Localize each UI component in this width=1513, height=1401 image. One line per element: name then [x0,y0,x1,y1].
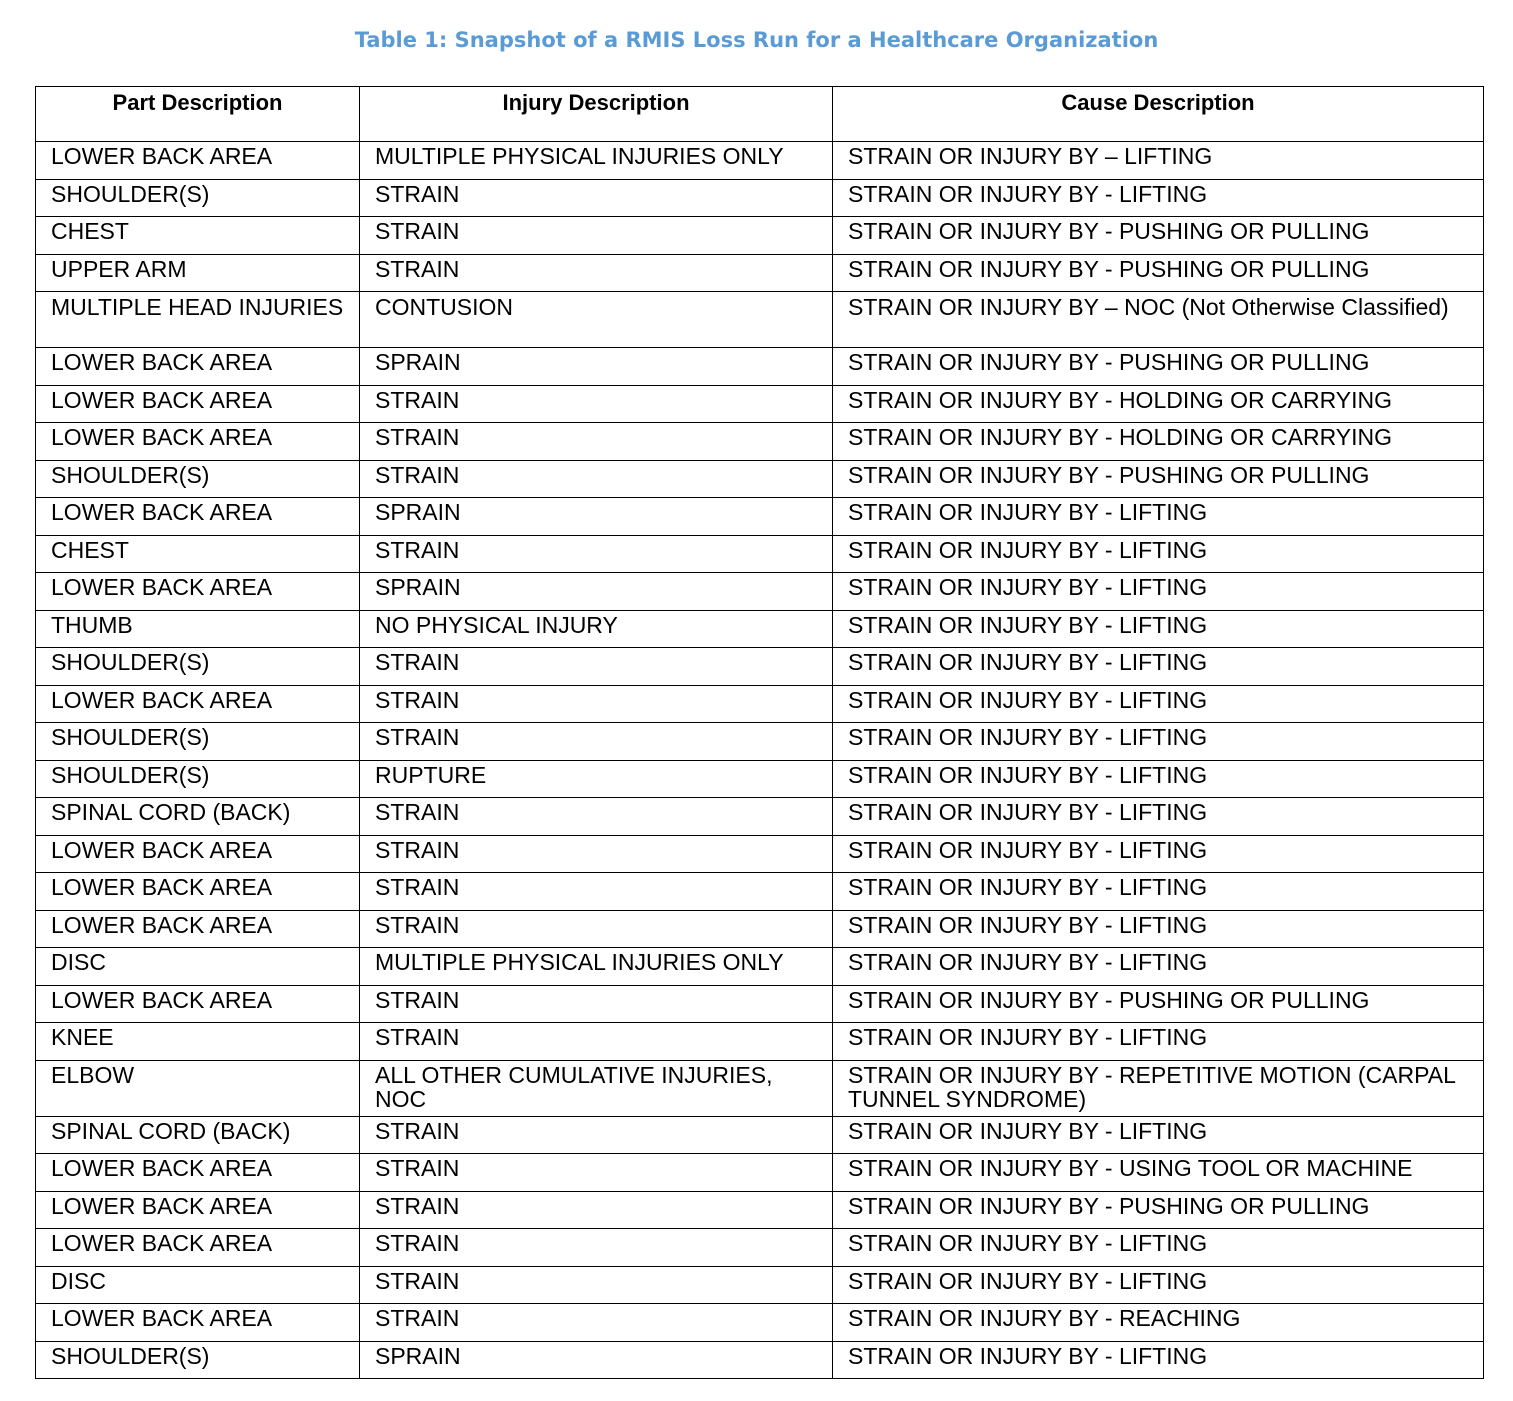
part-description-cell: LOWER BACK AREA [36,1191,360,1229]
table-row [36,1229,1484,1267]
table-row [36,798,1484,836]
injury-description-cell: SPRAIN [360,348,833,386]
injury-description-cell: STRAIN [360,685,833,723]
cause-description-cell: STRAIN OR INJURY BY - LIFTING [833,798,1484,836]
table-row [36,348,1484,386]
cause-description-cell: STRAIN OR INJURY BY - LIFTING [833,1023,1484,1061]
injury-description-cell: SPRAIN [360,1341,833,1379]
injury-description-cell: STRAIN [360,217,833,255]
table-row [36,1116,1484,1154]
table-row [36,610,1484,648]
table-row [36,1023,1484,1061]
table-row [36,292,1484,348]
part-description-cell: LOWER BACK AREA [36,573,360,611]
column-header-injury: Injury Description [360,87,833,142]
part-description-cell: LOWER BACK AREA [36,1304,360,1342]
injury-description-cell: SPRAIN [360,573,833,611]
injury-description-cell: MULTIPLE PHYSICAL INJURIES ONLY [360,142,833,180]
table-row [36,573,1484,611]
cause-description-cell: STRAIN OR INJURY BY - USING TOOL OR MACHINE [833,1154,1484,1192]
cause-description-cell: STRAIN OR INJURY BY – LIFTING [833,142,1484,180]
cause-description-cell: STRAIN OR INJURY BY - LIFTING [833,873,1484,911]
table-row [36,423,1484,461]
injury-description-cell: SPRAIN [360,498,833,536]
part-description-cell: SPINAL CORD (BACK) [36,1116,360,1154]
cause-description-cell: STRAIN OR INJURY BY - PUSHING OR PULLING [833,217,1484,255]
injury-description-cell: STRAIN [360,1229,833,1267]
table-row [36,1341,1484,1379]
table-row [36,648,1484,686]
injury-description-cell: MULTIPLE PHYSICAL INJURIES ONLY [360,948,833,986]
injury-description-cell: STRAIN [360,910,833,948]
part-description-cell: MULTIPLE HEAD INJURIES [36,292,360,348]
table-row [36,948,1484,986]
table-row [36,873,1484,911]
injury-description-cell: STRAIN [360,385,833,423]
cause-description-cell: STRAIN OR INJURY BY - LIFTING [833,723,1484,761]
injury-description-cell: STRAIN [360,723,833,761]
cause-description-cell: STRAIN OR INJURY BY - LIFTING [833,610,1484,648]
table-row [36,1266,1484,1304]
table-row [36,385,1484,423]
table-row [36,498,1484,536]
cause-description-cell: STRAIN OR INJURY BY - LIFTING [833,948,1484,986]
loss-run-table [35,86,1484,1379]
part-description-cell: LOWER BACK AREA [36,385,360,423]
cause-description-cell: STRAIN OR INJURY BY - PUSHING OR PULLING [833,1191,1484,1229]
cause-description-cell: STRAIN OR INJURY BY - LIFTING [833,685,1484,723]
part-description-cell: ELBOW [36,1060,360,1116]
injury-description-cell: STRAIN [360,254,833,292]
part-description-cell: UPPER ARM [36,254,360,292]
part-description-cell: SHOULDER(S) [36,1341,360,1379]
column-header-cause: Cause Description [833,87,1484,142]
table-caption: Table 1: Snapshot of a RMIS Loss Run for a Healthcare Organization [354,28,1159,52]
part-description-cell: CHEST [36,535,360,573]
table-row [36,254,1484,292]
cause-description-cell: STRAIN OR INJURY BY - LIFTING [833,1229,1484,1267]
part-description-cell: LOWER BACK AREA [36,985,360,1023]
cause-description-cell: STRAIN OR INJURY BY - PUSHING OR PULLING [833,460,1484,498]
injury-description-cell: STRAIN [360,648,833,686]
part-description-cell: LOWER BACK AREA [36,910,360,948]
part-description-cell: LOWER BACK AREA [36,873,360,911]
cause-description-cell: STRAIN OR INJURY BY - LIFTING [833,910,1484,948]
cause-description-cell: STRAIN OR INJURY BY - HOLDING OR CARRYING [833,385,1484,423]
part-description-cell: SPINAL CORD (BACK) [36,798,360,836]
cause-description-cell: STRAIN OR INJURY BY - HOLDING OR CARRYING [833,423,1484,461]
cause-description-cell: STRAIN OR INJURY BY - LIFTING [833,535,1484,573]
injury-description-cell: STRAIN [360,985,833,1023]
table-row [36,910,1484,948]
part-description-cell: CHEST [36,217,360,255]
part-description-cell: LOWER BACK AREA [36,685,360,723]
table-row [36,179,1484,217]
table-row [36,760,1484,798]
cause-description-cell: STRAIN OR INJURY BY - LIFTING [833,1341,1484,1379]
part-description-cell: SHOULDER(S) [36,760,360,798]
injury-description-cell: STRAIN [360,873,833,911]
cause-description-cell: STRAIN OR INJURY BY – NOC (Not Otherwise Classified) [833,292,1484,348]
cause-description-cell: STRAIN OR INJURY BY - LIFTING [833,498,1484,536]
part-description-cell: DISC [36,948,360,986]
table-row [36,1154,1484,1192]
injury-description-cell: RUPTURE [360,760,833,798]
injury-description-cell: STRAIN [360,1154,833,1192]
injury-description-cell: STRAIN [360,179,833,217]
injury-description-cell: STRAIN [360,1304,833,1342]
part-description-cell: LOWER BACK AREA [36,142,360,180]
cause-description-cell: STRAIN OR INJURY BY - LIFTING [833,760,1484,798]
cause-description-cell: STRAIN OR INJURY BY - PUSHING OR PULLING [833,348,1484,386]
part-description-cell: DISC [36,1266,360,1304]
cause-description-cell: STRAIN OR INJURY BY - LIFTING [833,179,1484,217]
injury-description-cell: STRAIN [360,1023,833,1061]
part-description-cell: LOWER BACK AREA [36,835,360,873]
injury-description-cell: STRAIN [360,535,833,573]
cause-description-cell: STRAIN OR INJURY BY - PUSHING OR PULLING [833,985,1484,1023]
injury-description-cell: NO PHYSICAL INJURY [360,610,833,648]
injury-description-cell: STRAIN [360,1266,833,1304]
table-row [36,1060,1484,1116]
table-row [36,142,1484,180]
table-row [36,1304,1484,1342]
header-row [36,87,1484,142]
injury-description-cell: STRAIN [360,460,833,498]
cause-description-cell: STRAIN OR INJURY BY - REPETITIVE MOTION (CARPAL TUNNEL SYNDROME) [833,1060,1484,1116]
cause-description-cell: STRAIN OR INJURY BY - LIFTING [833,835,1484,873]
table-row [36,460,1484,498]
part-description-cell: LOWER BACK AREA [36,1229,360,1267]
table-row [36,1191,1484,1229]
injury-description-cell: CONTUSION [360,292,833,348]
table-row [36,685,1484,723]
part-description-cell: SHOULDER(S) [36,460,360,498]
injury-description-cell: STRAIN [360,835,833,873]
part-description-cell: LOWER BACK AREA [36,1154,360,1192]
cause-description-cell: STRAIN OR INJURY BY - LIFTING [833,573,1484,611]
table-row [36,723,1484,761]
part-description-cell: LOWER BACK AREA [36,348,360,386]
table-row [36,535,1484,573]
cause-description-cell: STRAIN OR INJURY BY - REACHING [833,1304,1484,1342]
injury-description-cell: STRAIN [360,1191,833,1229]
table-row [36,985,1484,1023]
injury-description-cell: STRAIN [360,798,833,836]
injury-description-cell: STRAIN [360,423,833,461]
column-header-part: Part Description [36,87,360,142]
part-description-cell: SHOULDER(S) [36,723,360,761]
cause-description-cell: STRAIN OR INJURY BY - LIFTING [833,1116,1484,1154]
cause-description-cell: STRAIN OR INJURY BY - PUSHING OR PULLING [833,254,1484,292]
part-description-cell: LOWER BACK AREA [36,423,360,461]
part-description-cell: SHOULDER(S) [36,179,360,217]
table-row [36,835,1484,873]
part-description-cell: KNEE [36,1023,360,1061]
table-row [36,217,1484,255]
injury-description-cell: ALL OTHER CUMULATIVE INJURIES, NOC [360,1060,833,1116]
cause-description-cell: STRAIN OR INJURY BY - LIFTING [833,1266,1484,1304]
part-description-cell: SHOULDER(S) [36,648,360,686]
cause-description-cell: STRAIN OR INJURY BY - LIFTING [833,648,1484,686]
injury-description-cell: STRAIN [360,1116,833,1154]
part-description-cell: THUMB [36,610,360,648]
part-description-cell: LOWER BACK AREA [36,498,360,536]
